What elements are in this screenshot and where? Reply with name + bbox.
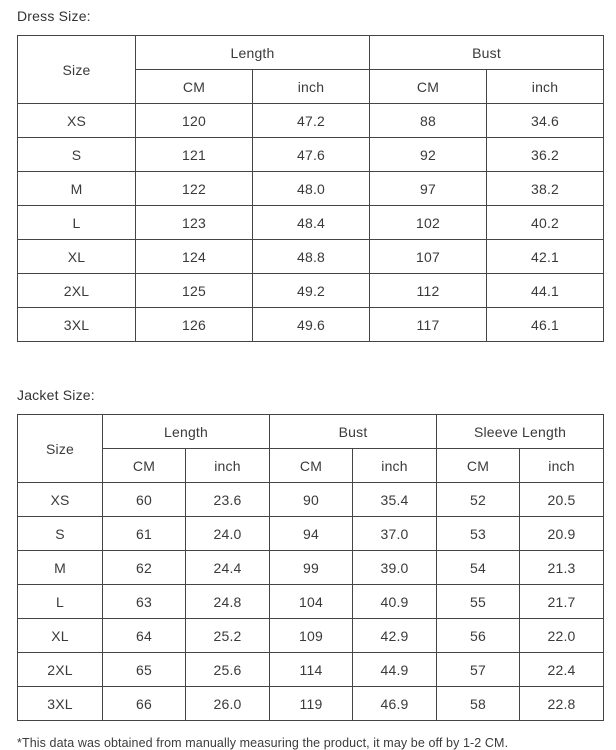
value-cell: 20.5 — [520, 483, 604, 517]
value-cell: 42.9 — [353, 619, 437, 653]
value-cell: 42.1 — [487, 240, 604, 274]
measurement-disclaimer: *This data was obtained from manually measuring the product, it may be off by 1-2 CM. — [17, 736, 509, 750]
value-cell: 57 — [437, 653, 520, 687]
value-cell: 55 — [437, 585, 520, 619]
value-cell: 90 — [270, 483, 353, 517]
size-cell: L — [18, 585, 103, 619]
value-cell: 21.7 — [520, 585, 604, 619]
table-row — [18, 551, 604, 585]
jacket-size-table — [17, 414, 604, 721]
value-cell: 49.2 — [253, 274, 370, 308]
size-column-header: Size — [18, 415, 103, 483]
value-cell: 60 — [103, 483, 186, 517]
table-row — [18, 585, 604, 619]
value-cell: 24.8 — [186, 585, 270, 619]
size-cell: 3XL — [18, 687, 103, 721]
value-cell: 126 — [136, 308, 253, 342]
value-cell: 40.2 — [487, 206, 604, 240]
value-cell: 23.6 — [186, 483, 270, 517]
value-cell: 22.4 — [520, 653, 604, 687]
value-cell: 49.6 — [253, 308, 370, 342]
value-cell: 58 — [437, 687, 520, 721]
value-cell: 122 — [136, 172, 253, 206]
value-cell: 24.4 — [186, 551, 270, 585]
jacket-size-title: Jacket Size: — [17, 387, 95, 403]
value-cell: 37.0 — [353, 517, 437, 551]
value-cell: 52 — [437, 483, 520, 517]
unit-header-cm: CM — [437, 449, 520, 483]
size-cell: M — [18, 172, 136, 206]
size-cell: L — [18, 206, 136, 240]
unit-header-cm: CM — [370, 70, 487, 104]
value-cell: 47.6 — [253, 138, 370, 172]
table-row — [18, 653, 604, 687]
table-row — [18, 308, 604, 342]
value-cell: 56 — [437, 619, 520, 653]
unit-header-cm: CM — [103, 449, 186, 483]
value-cell: 22.0 — [520, 619, 604, 653]
unit-header-inch: inch — [520, 449, 604, 483]
value-cell: 36.2 — [487, 138, 604, 172]
unit-header-inch: inch — [253, 70, 370, 104]
table-row — [18, 687, 604, 721]
table-row — [18, 104, 604, 138]
unit-header-inch: inch — [186, 449, 270, 483]
value-cell: 65 — [103, 653, 186, 687]
value-cell: 46.1 — [487, 308, 604, 342]
value-cell: 25.2 — [186, 619, 270, 653]
size-cell: XL — [18, 619, 103, 653]
group-header-bust: Bust — [270, 415, 437, 449]
table-row — [18, 206, 604, 240]
unit-header-row — [18, 449, 604, 483]
table-row — [18, 483, 604, 517]
value-cell: 97 — [370, 172, 487, 206]
group-header-bust: Bust — [370, 36, 604, 70]
group-header-sleeve-length: Sleeve Length — [437, 415, 604, 449]
value-cell: 24.0 — [186, 517, 270, 551]
value-cell: 25.6 — [186, 653, 270, 687]
value-cell: 88 — [370, 104, 487, 138]
table-row — [18, 138, 604, 172]
value-cell: 39.0 — [353, 551, 437, 585]
value-cell: 34.6 — [487, 104, 604, 138]
value-cell: 64 — [103, 619, 186, 653]
value-cell: 44.9 — [353, 653, 437, 687]
dress-size-title: Dress Size: — [17, 8, 91, 24]
value-cell: 94 — [270, 517, 353, 551]
table-row — [18, 172, 604, 206]
value-cell: 112 — [370, 274, 487, 308]
size-cell: S — [18, 517, 103, 551]
value-cell: 44.1 — [487, 274, 604, 308]
value-cell: 119 — [270, 687, 353, 721]
value-cell: 38.2 — [487, 172, 604, 206]
value-cell: 125 — [136, 274, 253, 308]
value-cell: 35.4 — [353, 483, 437, 517]
value-cell: 102 — [370, 206, 487, 240]
value-cell: 48.8 — [253, 240, 370, 274]
value-cell: 40.9 — [353, 585, 437, 619]
value-cell: 62 — [103, 551, 186, 585]
group-header-length: Length — [103, 415, 270, 449]
table-row — [18, 274, 604, 308]
size-cell: XL — [18, 240, 136, 274]
size-column-header: Size — [18, 36, 136, 104]
value-cell: 109 — [270, 619, 353, 653]
value-cell: 123 — [136, 206, 253, 240]
value-cell: 26.0 — [186, 687, 270, 721]
dress-size-table — [17, 35, 604, 342]
table-row — [18, 619, 604, 653]
value-cell: 47.2 — [253, 104, 370, 138]
value-cell: 53 — [437, 517, 520, 551]
size-cell: 2XL — [18, 274, 136, 308]
value-cell: 54 — [437, 551, 520, 585]
value-cell: 107 — [370, 240, 487, 274]
size-cell: 3XL — [18, 308, 136, 342]
value-cell: 48.4 — [253, 206, 370, 240]
value-cell: 61 — [103, 517, 186, 551]
value-cell: 22.8 — [520, 687, 604, 721]
value-cell: 124 — [136, 240, 253, 274]
value-cell: 21.3 — [520, 551, 604, 585]
unit-header-cm: CM — [270, 449, 353, 483]
value-cell: 63 — [103, 585, 186, 619]
value-cell: 104 — [270, 585, 353, 619]
group-header-length: Length — [136, 36, 370, 70]
table-row — [18, 517, 604, 551]
size-cell: M — [18, 551, 103, 585]
group-header-row — [18, 36, 604, 70]
size-cell: XS — [18, 104, 136, 138]
unit-header-cm: CM — [136, 70, 253, 104]
group-header-row — [18, 415, 604, 449]
unit-header-inch: inch — [353, 449, 437, 483]
value-cell: 114 — [270, 653, 353, 687]
size-cell: 2XL — [18, 653, 103, 687]
unit-header-inch: inch — [487, 70, 604, 104]
value-cell: 120 — [136, 104, 253, 138]
value-cell: 48.0 — [253, 172, 370, 206]
value-cell: 46.9 — [353, 687, 437, 721]
value-cell: 20.9 — [520, 517, 604, 551]
value-cell: 66 — [103, 687, 186, 721]
value-cell: 121 — [136, 138, 253, 172]
table-row — [18, 240, 604, 274]
size-cell: XS — [18, 483, 103, 517]
value-cell: 117 — [370, 308, 487, 342]
value-cell: 99 — [270, 551, 353, 585]
size-cell: S — [18, 138, 136, 172]
value-cell: 92 — [370, 138, 487, 172]
